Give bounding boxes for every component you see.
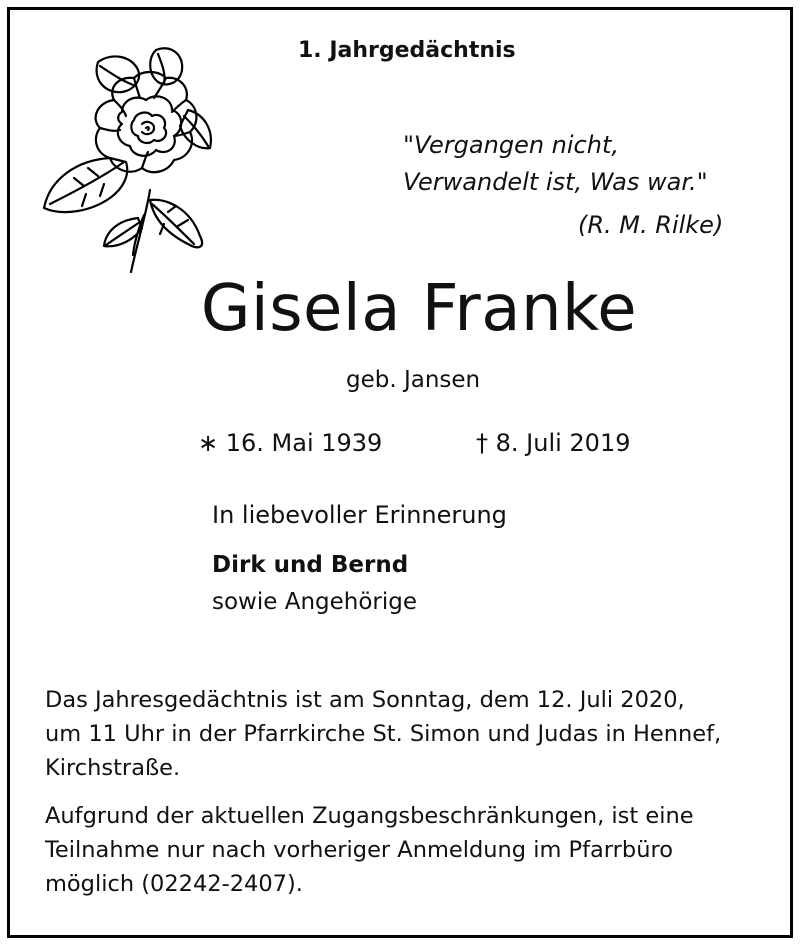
service-info-line: Kirchstraße.: [45, 755, 181, 781]
quote-line-2: Verwandelt ist, Was war.": [403, 168, 708, 196]
birth-date: ∗ 16. Mai 1939: [198, 429, 383, 457]
flower-icon: [38, 40, 228, 275]
service-info-paragraph: [45, 683, 721, 785]
deceased-name: Gisela Franke: [200, 272, 638, 346]
registration-info-line: Aufgrund der aktuellen Zugangsbeschränkungen, ist eine: [45, 803, 694, 829]
registration-info-paragraph: [45, 799, 694, 901]
quote-author: (R. M. Rilke): [578, 211, 724, 239]
mourners-names: Dirk und Bernd: [212, 552, 409, 578]
registration-info-line: möglich (02242-2407).: [45, 871, 303, 897]
registration-info-line: Teilnahme nur nach vorheriger Anmeldung im Pfarrbüro: [45, 837, 673, 863]
quote-line-1: "Vergangen nicht,: [403, 131, 619, 159]
birth-name: geb. Jansen: [346, 367, 481, 393]
memory-text: In liebevoller Erinnerung: [212, 501, 507, 529]
service-info-line: um 11 Uhr in der Pfarrkirche St. Simon und Judas in Hennef,: [45, 721, 722, 747]
anniversary-heading: 1. Jahrgedächtnis: [298, 38, 516, 63]
relatives-text: sowie Angehörige: [212, 589, 418, 615]
death-date: † 8. Juli 2019: [476, 429, 631, 457]
service-info-line: Das Jahresgedächtnis ist am Sonntag, dem 12. Juli 2020,: [45, 687, 685, 713]
